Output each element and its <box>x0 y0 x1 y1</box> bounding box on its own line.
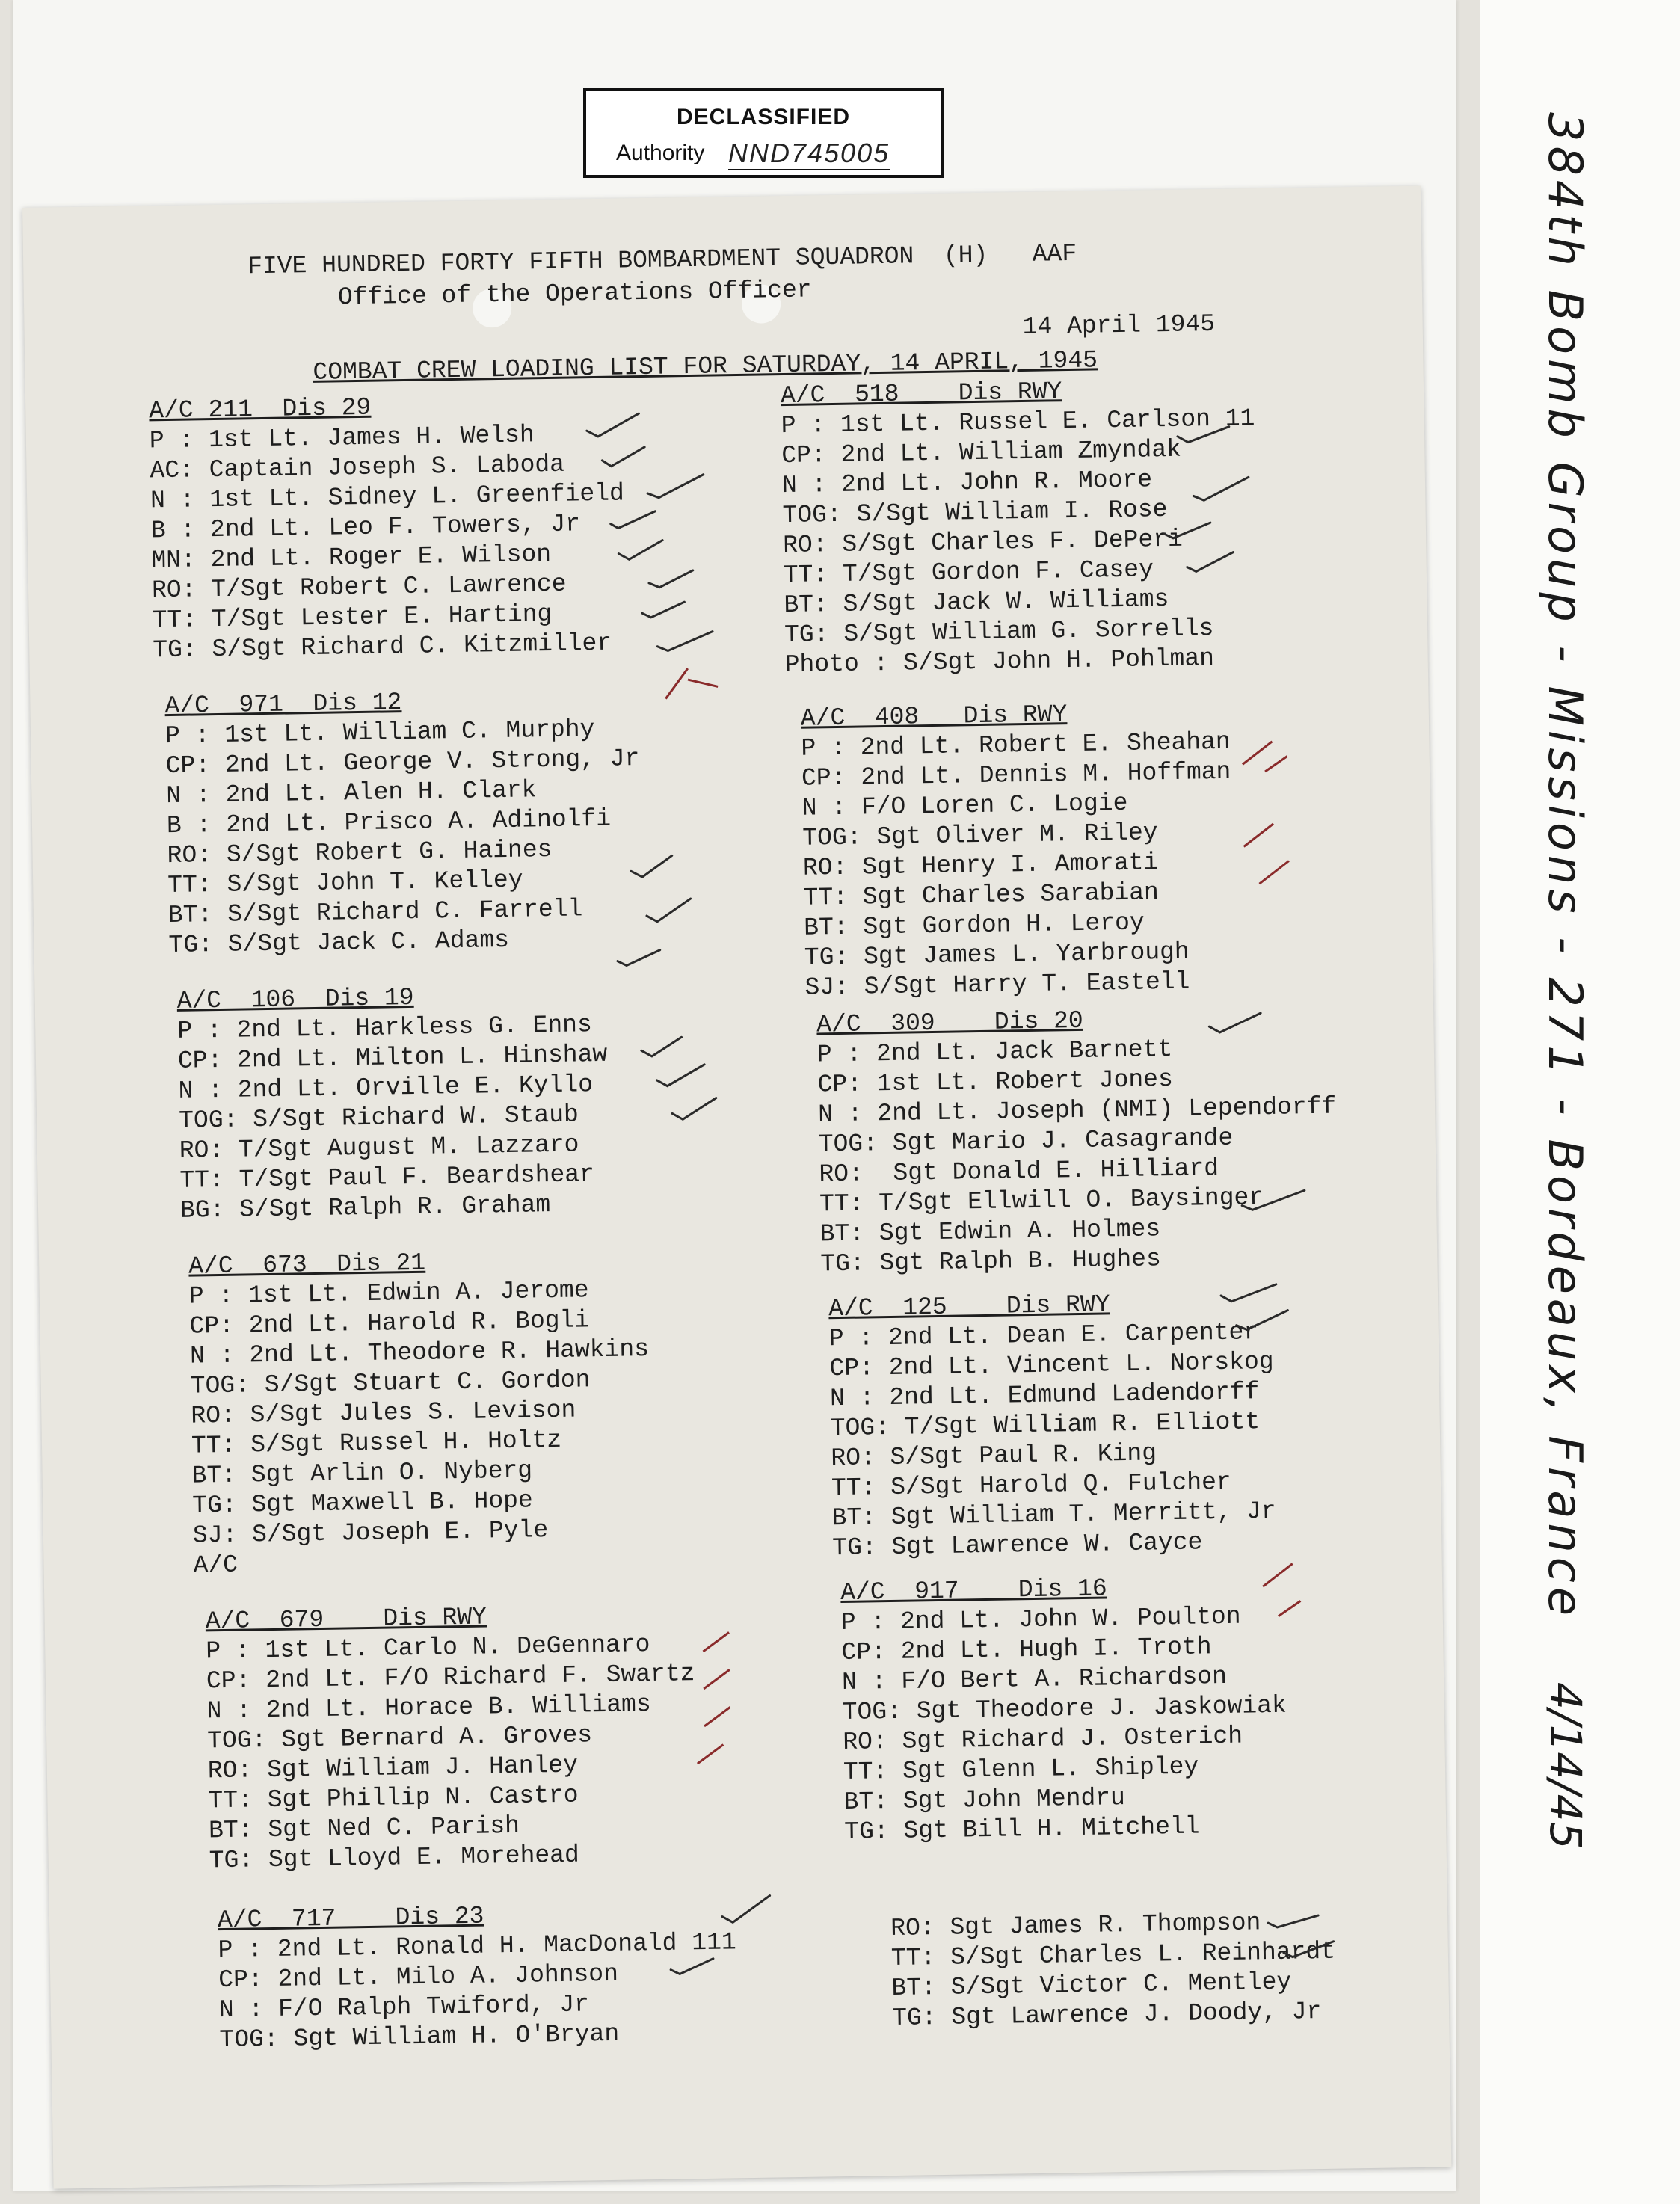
crew-row: P : 1st Lt. Edwin A. Jerome <box>188 1276 589 1311</box>
crew-row: N : 2nd Lt. Orville E. Kyllo <box>178 1071 594 1105</box>
crew-row: RO: Sgt Richard J. Osterich <box>843 1722 1243 1757</box>
crew-block-ac408 <box>801 698 1235 1003</box>
crew-block-title: A/C 971 Dis 12 <box>164 689 402 721</box>
crew-row: RO: S/Sgt Robert G. Haines <box>167 835 553 870</box>
crew-block-continued <box>890 1907 1337 2034</box>
crew-block-ac125 <box>828 1287 1277 1563</box>
crew-row: RO: Sgt Donald E. Hilliard <box>819 1154 1219 1189</box>
crew-block-title: A/C 408 Dis RWY <box>800 701 1068 733</box>
crew-row: TOG: S/Sgt William I. Rose <box>782 495 1168 530</box>
crew-row: TT: T/Sgt Ellwill O. Baysinger <box>819 1183 1264 1219</box>
crew-row: P : 1st Lt. James H. Welsh <box>149 421 535 455</box>
crew-row: CP: 2nd Lt. George V. Strong, Jr <box>165 745 640 781</box>
crew-row: CP: 2nd Lt. William Zmyndak <box>781 435 1182 470</box>
crew-row: A/C <box>193 1551 239 1580</box>
crew-row: BT: S/Sgt Jack W. Williams <box>784 585 1169 620</box>
crew-row: Photo : S/Sgt John H. Pohlman <box>784 644 1215 680</box>
crew-row: RO: S/Sgt Jules S. Levison <box>191 1396 576 1430</box>
crew-row: TG: S/Sgt Richard C. Kitzmiller <box>153 629 612 665</box>
crew-row: BT: Sgt Arlin O. Nyberg <box>191 1456 533 1490</box>
crew-row: BT: Sgt John Mendru <box>843 1784 1126 1817</box>
crew-row: CP: 2nd Lt. Dennis M. Hoffman <box>801 757 1231 792</box>
crew-block-ac106 <box>176 980 609 1226</box>
crew-row: TG: Sgt Lloyd E. Morehead <box>209 1841 580 1875</box>
crew-block-title: A/C 125 Dis RWY <box>828 1290 1110 1323</box>
crew-row: TT: S/Sgt John T. Kelley <box>167 866 523 900</box>
crew-block-title: A/C 106 Dis 19 <box>176 983 414 1015</box>
crew-row: RO: Sgt Henry I. Amorati <box>802 849 1159 882</box>
declassified-stamp <box>583 88 944 178</box>
crew-row: TG: S/Sgt William G. Sorrells <box>784 615 1214 650</box>
crew-block-ac673 <box>188 1245 653 1581</box>
crew-row: TG: Sgt Lawrence J. Doody, Jr <box>891 1998 1322 2033</box>
crew-row: RO: S/Sgt Paul R. King <box>831 1439 1157 1473</box>
crew-row: P : 1st Lt. Carlo N. DeGennaro <box>206 1631 650 1666</box>
crew-row: TG: Sgt Bill H. Mitchell <box>843 1812 1200 1846</box>
crew-row: TT: S/Sgt Harold Q. Fulcher <box>831 1468 1231 1503</box>
crew-block-title: A/C 917 Dis 16 <box>840 1574 1107 1607</box>
crew-row: TOG: T/Sgt William R. Elliott <box>830 1408 1261 1443</box>
crew-row: TT: T/Sgt Paul F. Beardshear <box>179 1160 595 1195</box>
crew-row: CP: 2nd Lt. Vincent L. Norskog <box>829 1347 1274 1383</box>
crew-row: B : 2nd Lt. Prisco A. Adinolfi <box>166 804 612 840</box>
crew-row: CP: 2nd Lt. Milton L. Hinshaw <box>177 1040 608 1075</box>
crew-block-title: A/C 309 Dis 20 <box>816 1006 1084 1039</box>
crew-block-ac679 <box>205 1599 698 1876</box>
crew-block-ac917 <box>840 1572 1289 1847</box>
list-title: COMBAT CREW LOADING LIST FOR SATURDAY, 14 APRIL, 1945 <box>313 346 1098 387</box>
crew-row: N : 1st Lt. Sidney L. Greenfield <box>150 479 625 515</box>
crew-row: P : 2nd Lt. Jack Barnett <box>816 1035 1173 1069</box>
crew-row: BT: Sgt William T. Merritt, Jr <box>831 1497 1276 1533</box>
crew-row: N : 2nd Lt. John R. Moore <box>781 466 1153 500</box>
crew-row: TT: T/Sgt Lester E. Harting <box>152 600 553 635</box>
crew-block-title: A/C 518 Dis RWY <box>780 378 1062 410</box>
crew-row: BT: Sgt Ned C. Parish <box>208 1811 520 1845</box>
crew-row: N : F/O Loren C. Logie <box>801 789 1128 822</box>
crew-row: TG: Sgt Maxwell B. Hope <box>192 1486 534 1520</box>
crew-row: N : F/O Bert A. Richardson <box>841 1662 1228 1697</box>
crew-row: CP: 2nd Lt. Harold R. Bogli <box>189 1306 590 1340</box>
crew-row: N : 2nd Lt. Edmund Ladendorff <box>829 1378 1260 1413</box>
crew-block-title: A/C 673 Dis 21 <box>188 1249 426 1281</box>
crew-row: SJ: S/Sgt Harry T. Eastell <box>804 967 1190 1002</box>
crew-row: BT: S/Sgt Victor C. Mentley <box>891 1968 1292 2003</box>
crew-block-ac309 <box>816 1003 1339 1280</box>
crew-row: CP: 2nd Lt. Hugh I. Troth <box>841 1633 1212 1667</box>
crew-row: TOG: S/Sgt Stuart C. Gordon <box>190 1366 591 1400</box>
crew-row: TOG: Sgt William H. O'Bryan <box>219 2019 620 2054</box>
office-heading: Office of the Operations Officer <box>337 276 812 312</box>
crew-row: B : 2nd Lt. Leo F. Towers, Jr <box>150 510 581 545</box>
crew-block-title: A/C 679 Dis RWY <box>205 1603 487 1636</box>
crew-row: RO: T/Sgt August M. Lazzaro <box>179 1130 579 1165</box>
crew-row: TOG: Sgt Mario J. Casagrande <box>818 1124 1234 1159</box>
crew-block-ac971 <box>164 684 642 961</box>
loading-list-sheet <box>22 186 1451 2189</box>
crew-row: N : F/O Ralph Twiford, Jr <box>218 1990 590 2025</box>
crew-row: TT: Sgt Glenn L. Shipley <box>843 1752 1199 1787</box>
crew-row: TT: Sgt Charles Sarabian <box>803 878 1160 912</box>
crew-row: MN: 2nd Lt. Roger E. Wilson <box>151 540 552 575</box>
handwritten-side-date: 4/14/45 <box>1540 1682 1591 1850</box>
stamp-authority-label: Authority <box>616 141 705 165</box>
crew-row: RO: Sgt James R. Thompson <box>890 1909 1261 1943</box>
crew-row: CP: 1st Lt. Robert Jones <box>817 1065 1174 1099</box>
crew-block-title: A/C 211 Dis 29 <box>149 393 372 425</box>
squadron-heading: FIVE HUNDRED FORTY FIFTH BOMBARDMENT SQUADRON (H) AAF <box>247 239 1077 281</box>
crew-row: N : 2nd Lt. Horace B. Williams <box>206 1690 651 1726</box>
crew-row: N : 2nd Lt. Joseph (NMI) Lependorff <box>817 1092 1337 1129</box>
crew-row: TT: Sgt Phillip N. Castro <box>208 1781 579 1815</box>
handwritten-side-note: 384th Bomb Group - Missions - 271 - Bordeaux, France <box>1538 112 1593 1620</box>
crew-row: TT: T/Sgt Gordon F. Casey <box>783 555 1154 590</box>
crew-row: P : 1st Lt. William C. Murphy <box>164 715 595 751</box>
crew-row: BT: Sgt Gordon H. Leroy <box>803 908 1145 942</box>
crew-row: TG: Sgt Ralph B. Hughes <box>820 1245 1162 1278</box>
crew-row: RO: T/Sgt Robert C. Lawrence <box>151 570 567 605</box>
crew-row: N : 2nd Lt. Theodore R. Hawkins <box>189 1335 650 1370</box>
crew-row: CP: 2nd Lt. Milo A. Johnson <box>218 1960 619 1995</box>
crew-row: SJ: S/Sgt Joseph E. Pyle <box>192 1516 549 1550</box>
crew-row: TG: Sgt James L. Yarbrough <box>804 938 1190 972</box>
stamp-title: DECLASSIFIED <box>676 105 851 129</box>
crew-row: RO: S/Sgt Charles F. DePeri <box>782 525 1184 560</box>
crew-row: BT: S/Sgt Richard C. Farrell <box>167 895 583 930</box>
crew-row: P : 2nd Lt. Harkless G. Enns <box>177 1011 593 1045</box>
crew-row: N : 2nd Lt. Alen H. Clark <box>166 776 537 810</box>
crew-row: BG: S/Sgt Ralph R. Graham <box>179 1191 551 1225</box>
crew-row: TOG: Sgt Bernard A. Groves <box>206 1721 593 1755</box>
crew-block-title: A/C 717 Dis 23 <box>217 1902 484 1935</box>
crew-row: TG: Sgt Lawrence W. Cayce <box>832 1528 1203 1563</box>
crew-row: P : 1st Lt. Russel E. Carlson 11 <box>781 404 1255 440</box>
crew-row: TG: S/Sgt Jack C. Adams <box>168 926 510 960</box>
crew-row: RO: Sgt William J. Hanley <box>207 1751 579 1785</box>
crew-row: P : 2nd Lt. John W. Poulton <box>840 1602 1241 1637</box>
crew-block-ac518 <box>781 374 1259 680</box>
document-date: 14 April 1945 <box>1022 310 1216 342</box>
crew-row: AC: Captain Joseph S. Laboda <box>150 450 565 485</box>
stamp-authority-value: NND745005 <box>728 138 890 170</box>
crew-row: TT: S/Sgt Russel H. Holtz <box>191 1426 562 1460</box>
crew-row: TOG: Sgt Theodore J. Jaskowiak <box>842 1691 1287 1727</box>
crew-row: CP: 2nd Lt. F/O Richard F. Swartz <box>206 1660 695 1696</box>
crew-row: TOG: Sgt Oliver M. Riley <box>802 819 1158 852</box>
crew-row: TT: S/Sgt Charles L. Reinhardt <box>890 1937 1336 1973</box>
crew-row: P : 2nd Lt. Dean E. Carpenter <box>828 1318 1259 1353</box>
crew-row: BT: Sgt Edwin A. Holmes <box>819 1215 1161 1249</box>
crew-block-ac717 <box>218 1897 738 2055</box>
crew-block-ac211 <box>149 389 627 665</box>
crew-row: P : 2nd Lt. Robert E. Sheahan <box>801 727 1231 763</box>
crew-row: P : 2nd Lt. Ronald H. MacDonald 111 <box>218 1928 736 1965</box>
crew-row: TOG: S/Sgt Richard W. Staub <box>178 1101 579 1135</box>
